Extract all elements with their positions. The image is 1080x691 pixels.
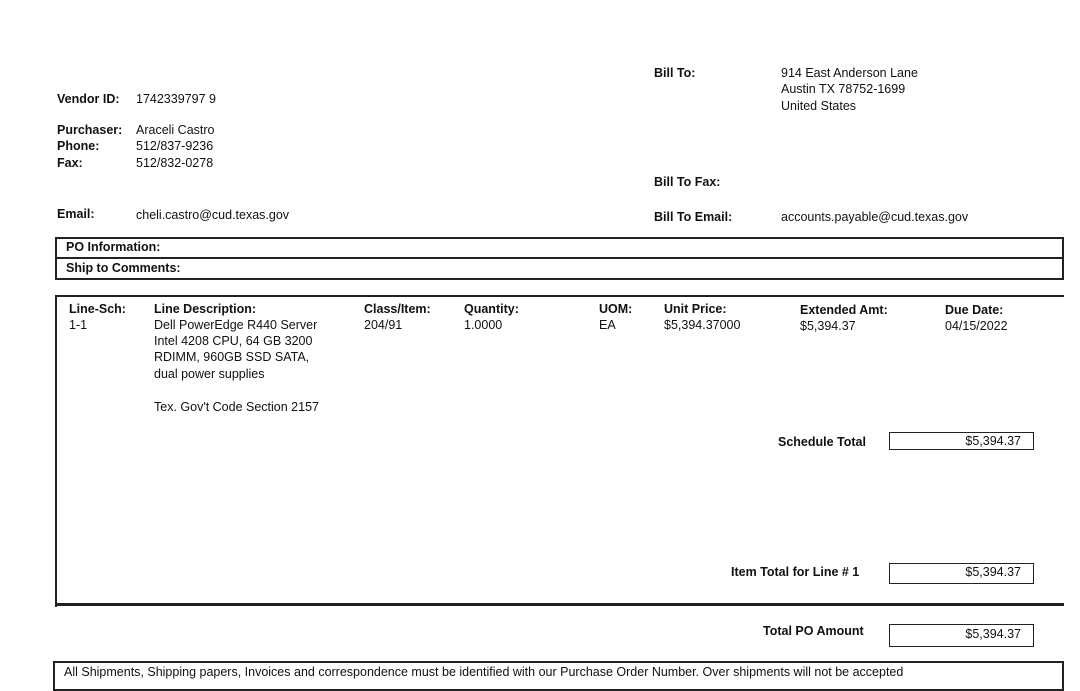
total-po-amount-label: Total PO Amount	[763, 624, 864, 638]
fax-value: 512/832-0278	[136, 156, 214, 170]
line-item-description-1: Dell PowerEdge R440 Server	[154, 318, 318, 332]
line-item-description-4: dual power supplies	[154, 367, 265, 381]
schedule-total-label: Schedule Total	[778, 435, 866, 449]
line-item-description-2: Intel 4208 CPU, 64 GB 3200	[154, 334, 313, 348]
line-item-note: Tex. Gov't Code Section 2157	[154, 400, 319, 414]
item-total-label: Item Total for Line # 1	[731, 565, 860, 579]
bill-to-address-line1: 914 East Anderson Lane	[781, 66, 918, 80]
vendor-id-value: 1742339797 9	[136, 92, 216, 106]
header-line-description: Line Description:	[154, 302, 257, 316]
line-item-class-item: 204/91	[364, 318, 403, 332]
bill-to-email-value: accounts.payable@cud.texas.gov	[781, 210, 969, 224]
bill-to-email-label: Bill To Email:	[654, 210, 733, 224]
line-section-left-border	[55, 295, 57, 607]
item-total-value: $5,394.37	[889, 563, 1034, 584]
bill-to-label: Bill To:	[654, 66, 696, 80]
email-value: cheli.castro@cud.texas.gov	[136, 208, 290, 222]
line-item-quantity: 1.0000	[464, 318, 503, 332]
bill-to-address-line2: Austin TX 78752-1699	[781, 82, 906, 96]
po-information-label: PO Information:	[66, 240, 161, 254]
total-po-amount-value: $5,394.37	[889, 624, 1034, 647]
vendor-id-label: Vendor ID:	[57, 92, 120, 106]
header-unit-price: Unit Price:	[664, 302, 727, 316]
po-info-divider	[55, 257, 1064, 259]
line-section-bottom-border	[55, 603, 1064, 606]
phone-label: Phone:	[57, 139, 100, 153]
bill-to-address-line3: United States	[781, 99, 857, 113]
purchaser-label: Purchaser:	[57, 123, 123, 137]
header-class-item: Class/Item:	[364, 302, 431, 316]
purchaser-value: Araceli Castro	[136, 123, 215, 137]
header-due-date: Due Date:	[945, 303, 1004, 317]
header-extended-amt: Extended Amt:	[800, 303, 888, 317]
line-item-description-3: RDIMM, 960GB SSD SATA,	[154, 350, 310, 364]
header-line-sch: Line-Sch:	[69, 302, 126, 316]
line-section-top-border	[55, 295, 1064, 297]
line-item-due-date: 04/15/2022	[945, 319, 1008, 333]
line-item-uom: EA	[599, 318, 616, 332]
header-quantity: Quantity:	[464, 302, 519, 316]
footer-notice-text: All Shipments, Shipping papers, Invoices and correspondence must be identified with our Purchase Order Number. Over shipments will not be accepted	[64, 665, 904, 679]
bill-to-fax-label: Bill To Fax:	[654, 175, 721, 189]
ship-to-comments-label: Ship to Comments:	[66, 261, 181, 275]
line-item-line-sch: 1-1	[69, 318, 88, 332]
line-item-unit-price: $5,394.37000	[664, 318, 741, 332]
phone-value: 512/837-9236	[136, 139, 214, 153]
email-label: Email:	[57, 207, 95, 221]
fax-label: Fax:	[57, 156, 83, 170]
line-item-extended-amt: $5,394.37	[800, 319, 856, 333]
header-uom: UOM:	[599, 302, 633, 316]
schedule-total-value: $5,394.37	[889, 432, 1034, 450]
